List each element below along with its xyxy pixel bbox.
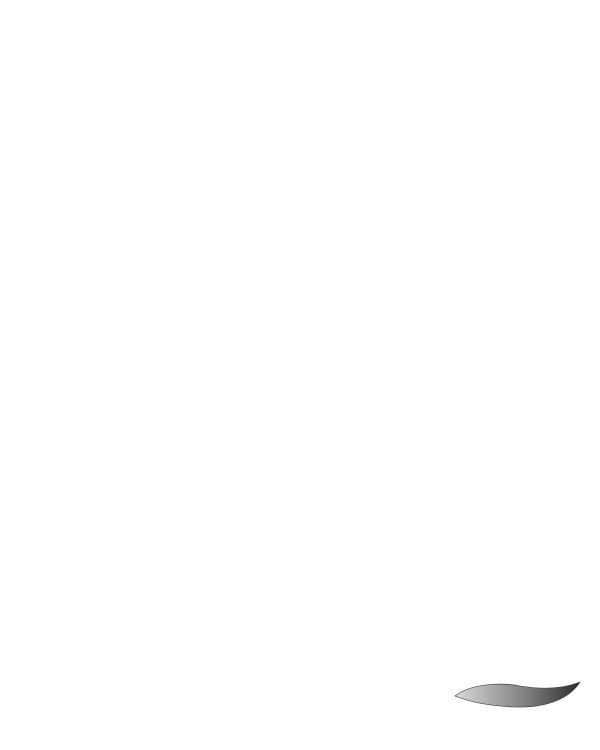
page-number-swoosh bbox=[455, 682, 580, 707]
bottom-decorative-border bbox=[0, 680, 600, 710]
top-decorative-border bbox=[0, 40, 600, 68]
